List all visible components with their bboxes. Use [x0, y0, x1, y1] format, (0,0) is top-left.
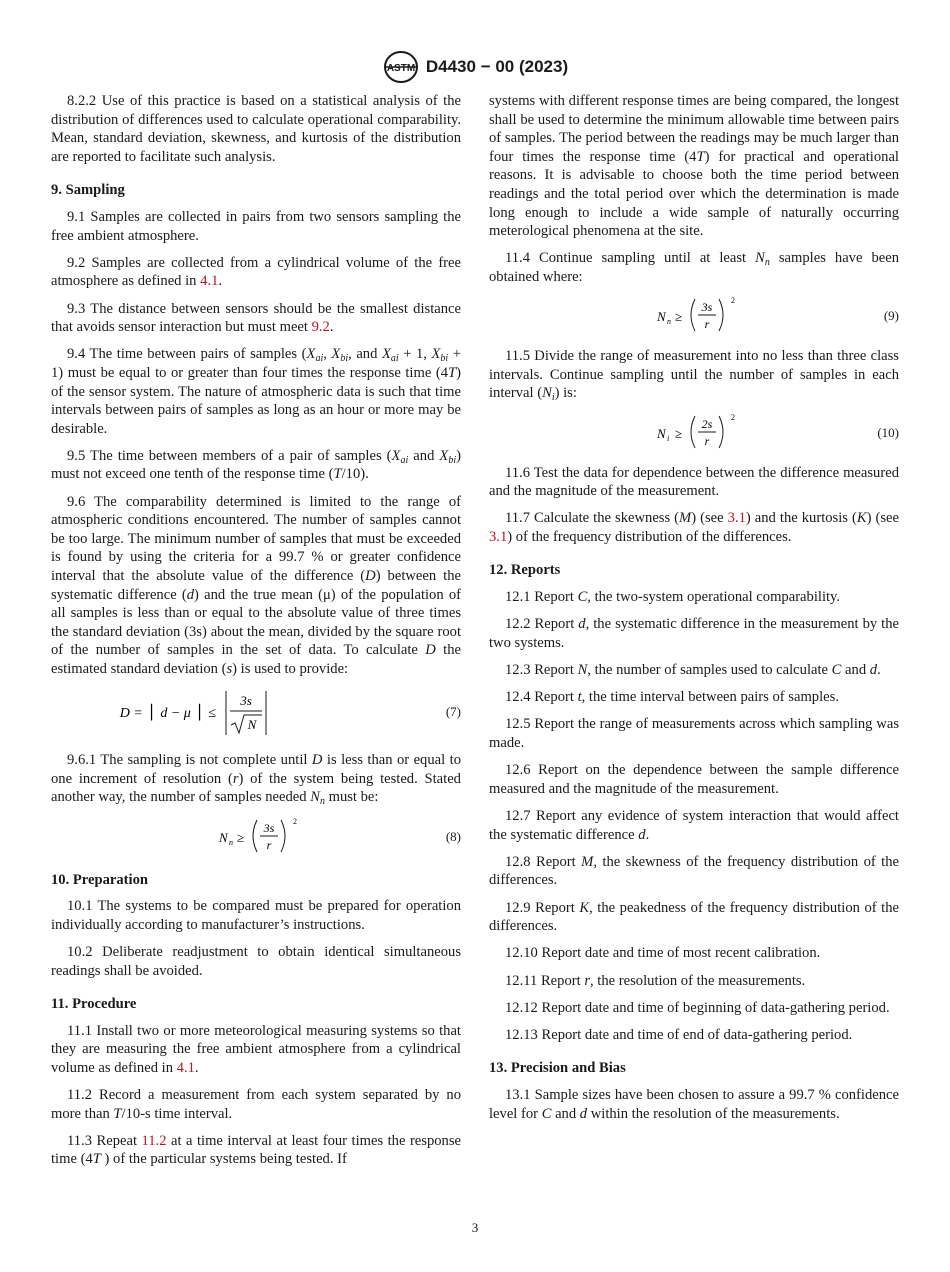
- para-9-5: 9.5 The time between members of a pair of samples ($X_{ai}$ and $X_{bi}$) must not exceed one tenth of the response time (T/10).: [51, 447, 461, 483]
- svg-text:2s: 2s: [701, 416, 713, 431]
- para-12-3: 12.3 Report N, the number of samples used to calculate C and d.: [505, 662, 881, 679]
- para-11-5: 11.5 Divide the range of measurement into no less than three class intervals. Continue sampling until the number of samples in each interval $(N_i)$ is:: [489, 348, 899, 404]
- svg-text:ASTM: ASTM: [386, 63, 416, 74]
- ref-link-3-1[interactable]: 3.1: [727, 510, 746, 527]
- section-heading-reports: 12. Reports: [489, 562, 561, 579]
- para-12-2: 12.2 Report d, the systematic difference in the measurement by the two systems.: [489, 616, 899, 651]
- para-12-8: 12.8 Report M, the skewness of the frequency distribution of the differences.: [489, 853, 899, 889]
- equation-7: [51, 687, 461, 739]
- para-12-6: 12.6 Report on the dependence between the sample difference measured and the magnitude of the measurement.: [489, 762, 899, 797]
- para-11-3-continued: systems with different response times are being compared, the longest shall be used to determine the minimum allowable time between pairs of samples. The period between the readings may be much larger than four times the response time (4T) for practical and operational reasons. It is advisable to choose both the time period between readings and the total period over which the determination is made long enough to include a wide sample of naturally occurring meterological phenomena at the site.: [489, 93, 899, 240]
- equation-number-7: (7): [445, 704, 461, 720]
- svg-text:3s: 3s: [701, 300, 713, 315]
- para-12-4: 12.4 Report t, the time interval between pairs of samples.: [505, 689, 839, 706]
- para-12-10: 12.10 Report date and time of most recent calibration.: [505, 945, 821, 962]
- para-12-9: 12.9 Report K, the peakedness of the frequency distribution of the differences.: [489, 899, 899, 935]
- svg-text:N: N: [247, 717, 257, 733]
- document-id: D4430 − 00 (2023): [425, 57, 569, 76]
- equation-number-9: (9): [883, 308, 899, 324]
- svg-text:N: N: [657, 425, 666, 441]
- section-heading-procedure: 11. Procedure: [51, 996, 137, 1013]
- page-header: [0, 50, 950, 89]
- para-10-2: 10.2 Deliberate readjustment to obtain identical simultaneous readings shall be avoided.: [51, 943, 461, 979]
- para-12-7: 12.7 Report any evidence of system interaction that would affect the systematic difference d.: [489, 807, 899, 843]
- svg-text:n: n: [229, 837, 233, 847]
- svg-text:r: r: [266, 837, 272, 852]
- para-12-11: 12.11 Report r, the resolution of the measurements.: [505, 972, 806, 989]
- svg-text:r: r: [704, 433, 710, 448]
- svg-text:n: n: [667, 317, 671, 327]
- svg-text:2: 2: [293, 816, 297, 826]
- para-11-6: 11.6 Test the data for dependence between the difference measured and the magnitude of the measurement.: [489, 464, 899, 500]
- astm-logo-icon: [382, 50, 420, 84]
- svg-text:r: r: [704, 317, 710, 332]
- equation-7-formula: [119, 687, 376, 739]
- para-12-12: 12.12 Report date and time of beginning of data-gathering period.: [505, 999, 890, 1016]
- svg-text:3s: 3s: [240, 693, 252, 709]
- para-11-7: 11.7 Calculate the skewness (M) (see 3.1) and the kurtosis (K) (see 3.1) of the frequency distribution of the differences.: [489, 510, 899, 545]
- para-9-2: 9.2 Samples are collected from a cylindrical volume of the free atmosphere as defined in 4.1.: [51, 254, 461, 290]
- para-12-13: 12.13 Report date and time of end of data-gathering period.: [505, 1026, 853, 1043]
- svg-text:≥: ≥: [675, 425, 683, 441]
- para-9-4: 9.4 The time between pairs of samples ($X_{ai}$, $X_{bi}$, and $X_{ai} + 1$, $X_{bi} + 1$) must be equal to or greater than four times the response time (4T) of the sensor system. The nature of atmospheric data is such that time intervals between pairs of samples as long as an hour or more may be desirable.: [51, 346, 461, 437]
- para-9-6: 9.6 The comparability determined is limited to the range of atmospheric conditions encountered. The number of samples cannot be too large. The minimum number of samples that must be exceeded is found by using the criteria for a 99.7 % or greater confidence interval that the absolute value of the difference (D) between the systematic difference (d) and the true mean (μ) of the population of all samples is less than or equal to the absolute value of three times the standard deviation (3s) about the mean, divided by the square root of the number of samples in the set of data. To calculate D the estimated standard deviation (s) is used to provide:: [51, 493, 462, 677]
- equation-number-8: (8): [445, 828, 461, 844]
- section-heading-precision-bias: 13. Precision and Bias: [489, 1060, 626, 1077]
- section-heading-sampling: 9. Sampling: [51, 182, 125, 199]
- para-11-2: 11.2 Record a measurement from each system separated by no more than T/10-s time interval.: [51, 1087, 461, 1122]
- ref-link-9-2[interactable]: 9.2: [311, 319, 330, 336]
- equation-8-formula: [201, 816, 311, 856]
- svg-text:2: 2: [731, 412, 735, 422]
- para-9-6-1: 9.6.1 The sampling is not complete until D is less than or equal to one increment of resolution (r) of the system being tested. Stated another way, the number of samples needed $N_n$ must be:: [51, 752, 461, 808]
- para-10-1: 10.1 The systems to be compared must be prepared for operation individually according to manufacturer’s instructions.: [51, 898, 461, 933]
- para-12-5: 12.5 Report the range of measurements across which sampling was made.: [489, 716, 899, 751]
- para-8-2-2: 8.2.2 Use of this practice is based on a statistical analysis of the distribution of differences used to calculate operational comparability. Mean, standard deviation, skewness, and kurtosis of the distribution are reported to facilitate such analysis.: [51, 93, 461, 165]
- para-13-1: 13.1 Sample sizes have been chosen to assure a 99.7 % confidence level for C and d within the resolution of the measurements.: [489, 1087, 899, 1122]
- equation-number-10: (10): [877, 424, 899, 440]
- ref-link-3-1-b[interactable]: 3.1: [489, 528, 508, 545]
- equation-10-formula: [639, 412, 749, 452]
- page-number: 3: [471, 1220, 479, 1235]
- right-column: [489, 92, 899, 1132]
- svg-text:i: i: [667, 433, 670, 443]
- equation-8: [51, 816, 461, 856]
- para-12-1: 12.1 Report C, the two-system operational comparability.: [505, 589, 841, 606]
- equation-9-formula: [639, 295, 749, 335]
- svg-text:≥: ≥: [675, 309, 683, 325]
- para-9-1: 9.1 Samples are collected in pairs from two sensors sampling the free ambient atmosphere.: [51, 208, 461, 244]
- svg-text:N: N: [219, 829, 228, 845]
- svg-text:2: 2: [731, 296, 735, 306]
- svg-text:D = ⎪ d − μ ⎪ ≤: D = ⎪ d − μ ⎪ ≤: [119, 706, 216, 722]
- ref-link-4-1-b[interactable]: 4.1: [176, 1059, 195, 1076]
- equation-9: [489, 295, 899, 335]
- section-heading-preparation: 10. Preparation: [51, 871, 149, 888]
- equation-10: [489, 412, 899, 452]
- left-column: [51, 92, 461, 1178]
- ref-link-11-2[interactable]: 11.2: [141, 1132, 167, 1149]
- para-9-3: 9.3 The distance between sensors should be the smallest distance that avoids sensor interaction but must meet 9.2.: [51, 300, 461, 336]
- para-11-3: 11.3 Repeat 11.2 at a time interval at least four times the response time (4T ) of the particular systems being tested. If: [51, 1132, 462, 1168]
- svg-text:≥: ≥: [237, 829, 245, 845]
- ref-link-4-1[interactable]: 4.1: [200, 273, 219, 290]
- svg-text:N: N: [657, 309, 666, 325]
- para-11-1: 11.1 Install two or more meteorological measuring systems so that they are measuring the free ambient atmosphere from a cylindrical volume as defined in 4.1.: [51, 1022, 461, 1076]
- para-11-4: 11.4 Continue sampling until at least $N_n$ samples have been obtained where:: [489, 250, 900, 285]
- svg-text:3s: 3s: [263, 820, 275, 835]
